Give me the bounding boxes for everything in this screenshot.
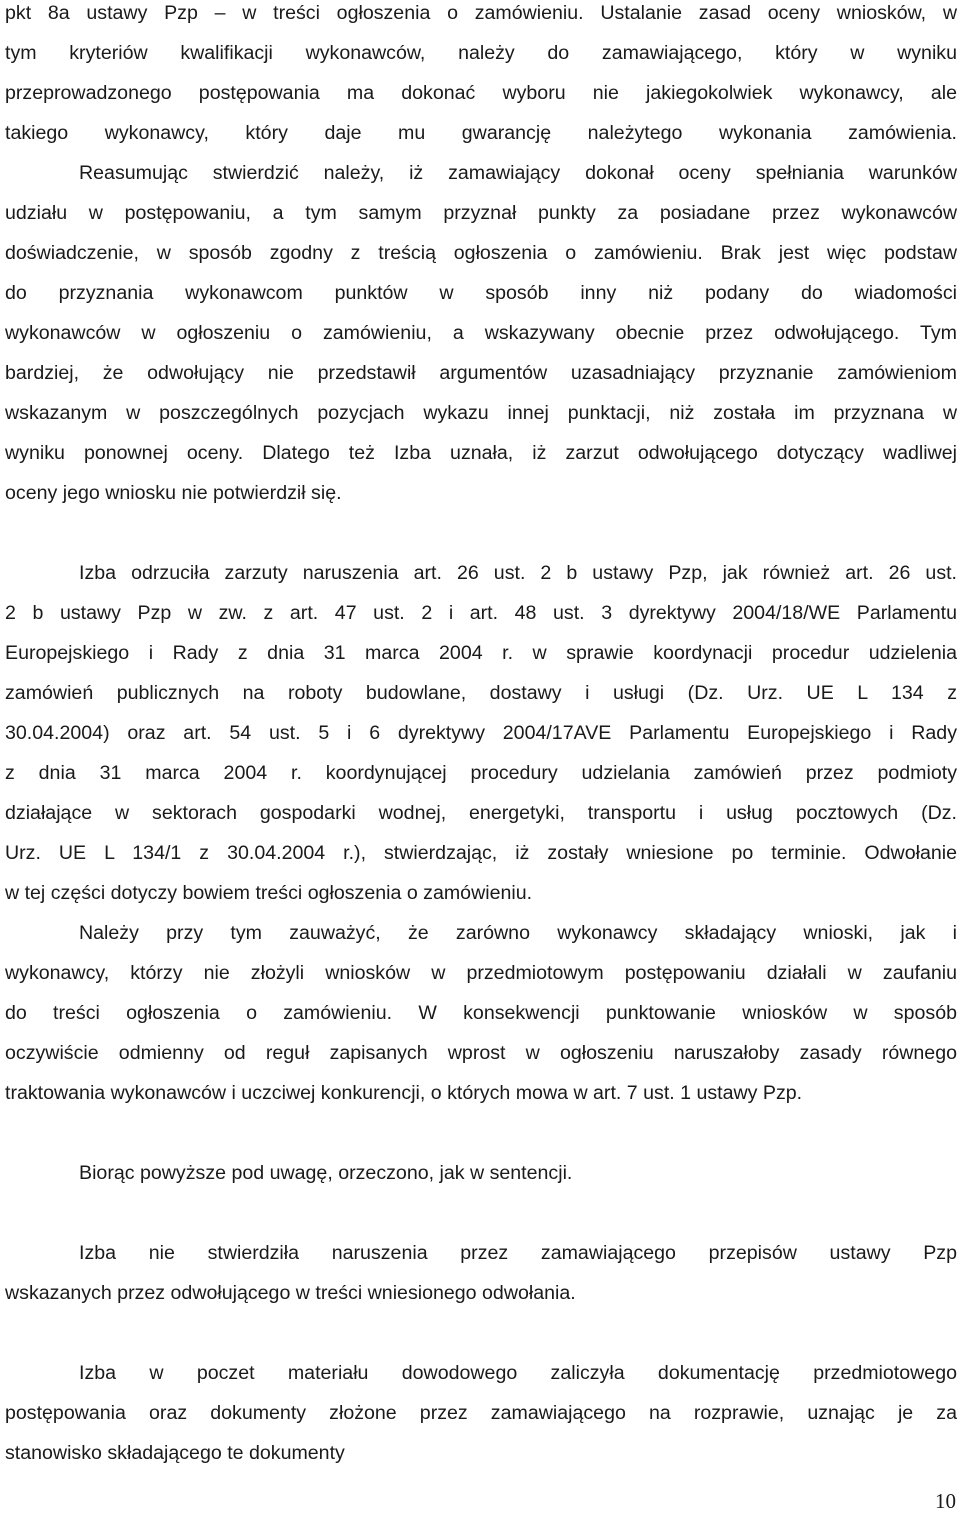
text-line: w tej części dotyczy bowiem treści ogłoszenia o zamówieniu. <box>5 882 533 904</box>
text-line: do przyznania wykonawcom punktów w sposób inny niż podany do wiadomości <box>5 282 957 304</box>
text-line: Należy przy tym zauważyć, że zarówno wykonawcy składający wnioski, jak i <box>79 922 957 944</box>
text-line: udziału w postępowaniu, a tym samym przyznał punkty za posiadane przez wykonawców <box>5 202 957 224</box>
text-line: wyniku ponownej oceny. Dlatego też Izba uznała, iż zarzut odwołującego dotyczący wadliwej <box>5 442 957 464</box>
text-line: Izba w poczet materiału dowodowego zaliczyła dokumentację przedmiotowego <box>79 1362 957 1384</box>
text-line: wskazanym w poszczególnych pozycjach wykazu innej punktacji, niż została im przyznana w <box>5 402 957 424</box>
text-line: Reasumując stwierdzić należy, iż zamawiający dokonał oceny spełniania warunków <box>79 162 957 184</box>
text-line: Izba nie stwierdziła naruszenia przez zamawiającego przepisów ustawy Pzp <box>79 1242 957 1264</box>
text-line: stanowisko składającego te dokumenty <box>5 1442 345 1464</box>
text-line: wykonawców w ogłoszeniu o zamówieniu, a wskazywany obecnie przez odwołującego. Tym <box>5 322 957 344</box>
text-line: Izba odrzuciła zarzuty naruszenia art. 26 ust. 2 b ustawy Pzp, jak również art. 26 ust. <box>79 562 957 584</box>
text-line: 2 b ustawy Pzp w zw. z art. 47 ust. 2 i art. 48 ust. 3 dyrektywy 2004/18/WE Parlamentu <box>5 602 957 624</box>
text-line: Europejskiego i Rady z dnia 31 marca 2004 r. w sprawie koordynacji procedur udzielenia <box>5 642 957 664</box>
text-line: działające w sektorach gospodarki wodnej, energetyki, transportu i usług pocztowych (Dz. <box>5 802 957 824</box>
text-line: pkt 8a ustawy Pzp – w treści ogłoszenia o zamówieniu. Ustalanie zasad oceny wniosków, w <box>5 2 957 24</box>
text-line: 30.04.2004) oraz art. 54 ust. 5 i 6 dyrektywy 2004/17AVE Parlamentu Europejskiego i Rady <box>5 722 957 744</box>
text-line: doświadczenie, w sposób zgodny z treścią ogłoszenia o zamówieniu. Brak jest więc podstaw <box>5 242 957 264</box>
text-line: postępowania oraz dokumenty złożone przez zamawiającego na rozprawie, uznając je za <box>5 1402 957 1424</box>
text-line: zamówień publicznych na roboty budowlane, dostawy i usługi (Dz. Urz. UE L 134 z <box>5 682 957 704</box>
text-line: Biorąc powyższe pod uwagę, orzeczono, jak w sentencji. <box>79 1162 573 1184</box>
text-line: oczywiście odmienny od reguł zapisanych wprost w ogłoszeniu naruszałoby zasady równego <box>5 1042 957 1064</box>
text-line: wykonawcy, którzy nie złożyli wniosków w przedmiotowym postępowaniu działali w zaufaniu <box>5 962 957 984</box>
text-line: traktowania wykonawców i uczciwej konkurencji, o których mowa w art. 7 ust. 1 ustawy Pzp. <box>5 1082 803 1104</box>
text-line: do treści ogłoszenia o zamówieniu. W konsekwencji punktowanie wniosków w sposób <box>5 1002 957 1024</box>
text-line: Urz. UE L 134/1 z 30.04.2004 r.), stwierdzając, iż zostały wniesione po terminie. Odwołanie <box>5 842 957 864</box>
text-line: przeprowadzonego postępowania ma dokonać wyboru nie jakiegokolwiek wykonawcy, ale <box>5 82 957 104</box>
page-number: 10 <box>935 1489 956 1513</box>
text-line: wskazanych przez odwołującego w treści wniesionego odwołania. <box>5 1282 576 1304</box>
text-line: oceny jego wniosku nie potwierdził się. <box>5 482 342 504</box>
text-line: takiego wykonawcy, który daje mu gwarancję należytego wykonania zamówienia. <box>5 122 957 144</box>
text-line: bardziej, że odwołujący nie przedstawił argumentów uzasadniający przyznanie zamówieniom <box>5 362 957 384</box>
text-line: tym kryteriów kwalifikacji wykonawców, należy do zamawiającego, który w wyniku <box>5 42 957 64</box>
text-line: z dnia 31 marca 2004 r. koordynującej procedury udzielania zamówień przez podmioty <box>5 762 957 784</box>
